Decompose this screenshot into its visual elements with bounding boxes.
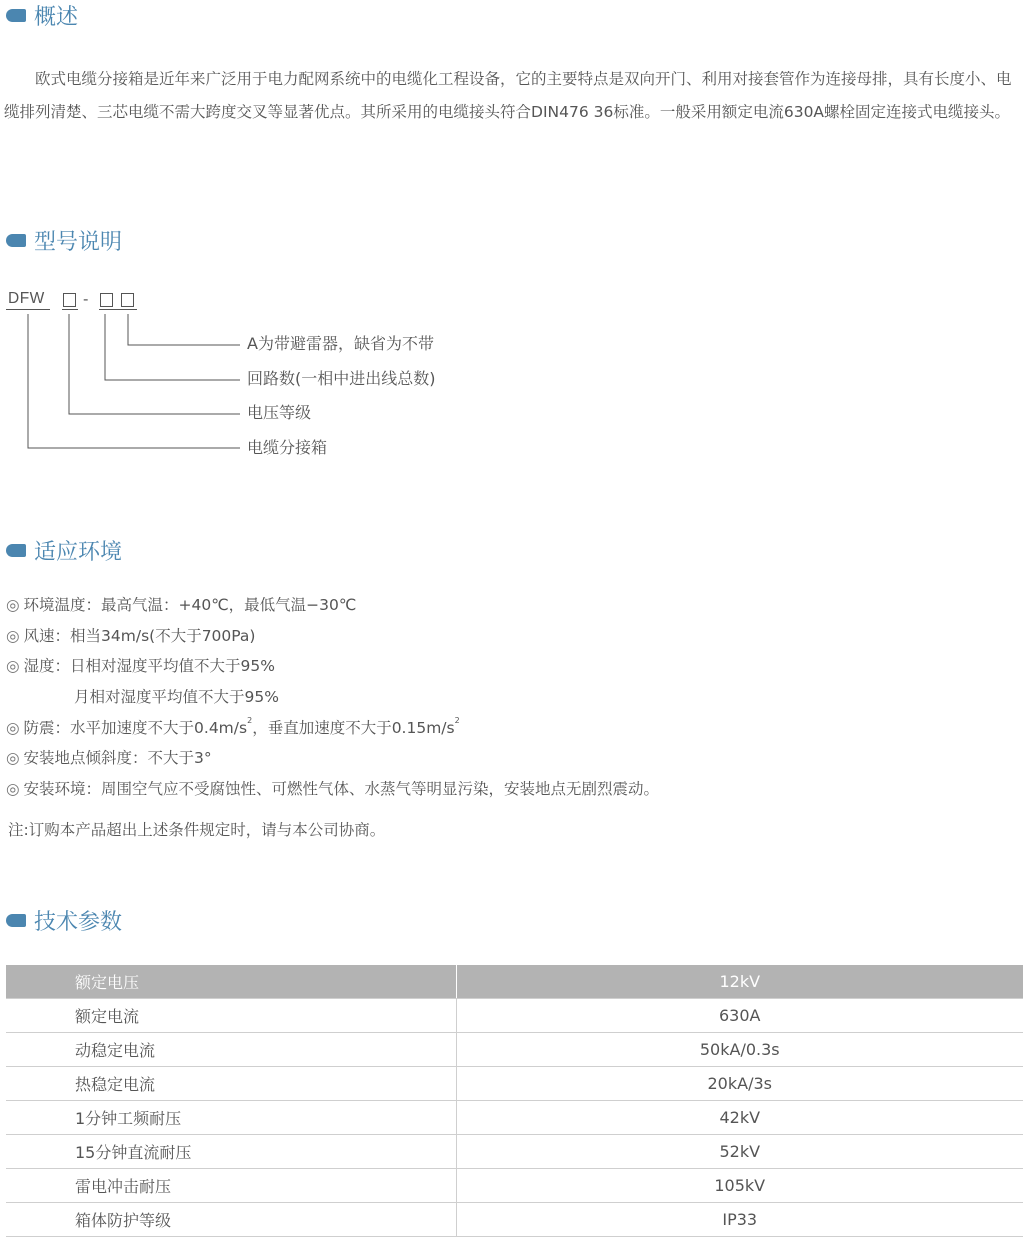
leader-line-type	[28, 314, 240, 448]
param-name: 额定电压	[6, 965, 456, 999]
env-item-humidity: ◎ 湿度：日相对湿度平均值不大于95%	[6, 657, 275, 675]
specs-heading	[6, 905, 122, 935]
param-name: 雷电冲击耐压	[6, 1169, 456, 1203]
model-leader-lines	[0, 300, 260, 470]
env-item-wind: ◎ 风速：相当34m/s(不大于700Pa)	[6, 627, 256, 645]
bullet-icon: ◎	[6, 596, 20, 614]
model-heading	[6, 225, 122, 255]
param-value: 105kV	[456, 1169, 1023, 1203]
specs-title: 技术参数	[34, 909, 123, 935]
param-name: 15分钟直流耐压	[6, 1135, 456, 1169]
model-title: 型号说明	[34, 229, 123, 255]
env-item-temperature: ◎ 环境温度：最高气温：+40℃，最低气温−30℃	[6, 596, 357, 614]
param-name: 1分钟工频耐压	[6, 1101, 456, 1135]
bullet-icon: ◎	[6, 749, 20, 767]
param-value: 52kV	[456, 1135, 1023, 1169]
table-row	[6, 999, 1023, 1033]
model-label-circuits: 回路数(一相中进出线总数)	[247, 369, 436, 388]
environment-title: 适应环境	[34, 539, 123, 565]
table-row	[6, 1067, 1023, 1101]
param-name: 额定电流	[6, 999, 456, 1033]
table-row	[6, 1203, 1023, 1237]
overview-title: 概述	[34, 4, 79, 30]
environment-heading	[6, 535, 122, 565]
leader-line-voltage	[69, 314, 240, 414]
leader-line-circuits	[105, 314, 240, 380]
model-dash: -	[83, 290, 89, 308]
env-item-humidity-monthly: 月相对湿度平均值不大于95%	[74, 688, 279, 706]
model-label-type: 电缆分接箱	[247, 438, 328, 457]
param-value: 630A	[456, 999, 1023, 1033]
bullet-icon: ◎	[6, 780, 20, 798]
model-code: DFW	[8, 290, 45, 307]
param-value: 50kA/0.3s	[456, 1033, 1023, 1067]
bullet-icon: ◎	[6, 657, 20, 675]
env-item-installation: ◎ 安装环境：周围空气应不受腐蚀性、可燃性气体、水蒸气等明显污染，安装地点无剧烈震动。	[6, 780, 660, 798]
table-row	[6, 1169, 1023, 1203]
bullet-icon: ◎	[6, 719, 20, 737]
section-marker-icon	[6, 914, 26, 927]
param-value: 12kV	[456, 965, 1023, 999]
leader-line-arrester	[128, 314, 240, 345]
table-row	[6, 1135, 1023, 1169]
overview-heading	[6, 0, 78, 30]
env-item-tilt: ◎ 安装地点倾斜度：不大于3°	[6, 749, 212, 767]
param-name: 动稳定电流	[6, 1033, 456, 1067]
param-value: 42kV	[456, 1101, 1023, 1135]
specs-table	[6, 965, 1023, 1237]
section-marker-icon	[6, 544, 26, 557]
table-row	[6, 1101, 1023, 1135]
environment-note: 注:订购本产品超出上述条件规定时，请与本公司协商。	[8, 821, 386, 839]
env-item-seismic: ◎ 防震：水平加速度不大于$0.4m/s^2$，垂直加速度不大于$0.15m/s^2$	[6, 716, 460, 737]
section-marker-icon	[6, 9, 26, 22]
section-marker-icon	[6, 234, 26, 247]
param-value: 20kA/3s	[456, 1067, 1023, 1101]
param-name: 热稳定电流	[6, 1067, 456, 1101]
param-name: 箱体防护等级	[6, 1203, 456, 1237]
model-label-voltage: 电压等级	[247, 403, 312, 422]
model-label-arrester: A为带避雷器，缺省为不带	[247, 334, 434, 353]
param-value: IP33	[456, 1203, 1023, 1237]
bullet-icon: ◎	[6, 627, 20, 645]
table-row	[6, 965, 1023, 999]
overview-paragraph: 欧式电缆分接箱是近年来广泛用于电力配网系统中的电缆化工程设备，它的主要特点是双向开门、利用对接套管作为连接母排，具有长度小、电缆排列清楚、三芯电缆不需大跨度交叉等显著优点。其所采用的电缆接头符合DIN476 36标准。一般采用额定电流630A螺栓固定连接式电缆接头。	[4, 70, 1012, 121]
table-row	[6, 1033, 1023, 1067]
